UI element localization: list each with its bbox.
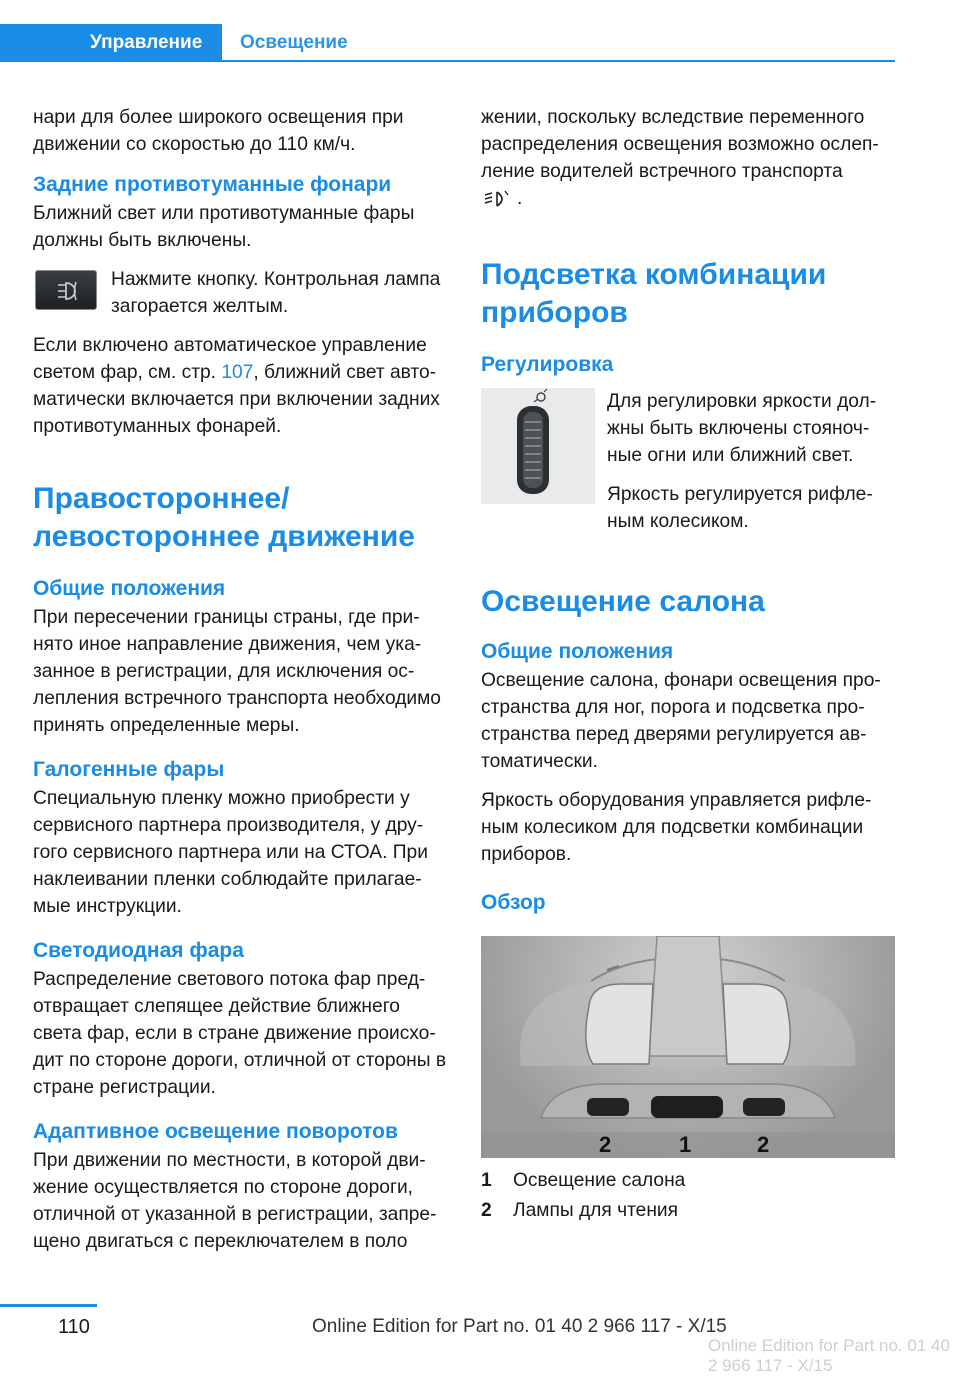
watermark-text: Online Edition for Part no. 01 40 2 966 117 - X/15 — [708, 1336, 950, 1375]
image-label: 2 — [757, 1132, 770, 1157]
page-link[interactable]: 107 — [221, 362, 254, 383]
interior-light-panel-image — [481, 936, 895, 1158]
paragraph: Для регулировки яркости должны быть включены стояночные огни или ближний свет. — [607, 391, 877, 466]
heading-traffic-side — [33, 480, 448, 556]
paragraph: Яркость регулируется рифленым колесиком. — [607, 484, 873, 532]
text-span: Если включено автоматическое управление светом фар, см. стр. — [33, 335, 427, 383]
fog-button-row — [33, 266, 448, 320]
heading-overview: Обзор — [481, 891, 546, 914]
left-column — [33, 104, 448, 1255]
paragraph — [481, 104, 895, 212]
text-span: . — [517, 188, 523, 209]
heading-line: левостороннее движение — [33, 520, 415, 553]
edition-text: Online Edition for Part no. 01 40 2 966 117 - X/15 — [312, 1316, 727, 1337]
header-divider — [222, 60, 895, 62]
legend-item — [481, 1196, 895, 1226]
paragraph: Освещение салона, фонари освещения пространства для ног, порога и подсветка пространства перед дверями регулируется автоматически. — [481, 670, 881, 772]
footer-divider — [0, 1304, 97, 1307]
heading-adjust: Регулировка — [481, 353, 614, 376]
adjust-text — [607, 388, 895, 535]
header-tabbar — [0, 24, 895, 62]
paragraph: Яркость оборудования управляется рифленым колесиком для подсветки комбинации приборов. — [481, 790, 872, 865]
paragraph: Нажмите кнопку. Контрольная лампа загорается желтым. — [111, 269, 441, 317]
text-span: , ближний свет автоматически включается при включении задних противотуманных фонарей. — [33, 362, 440, 437]
heading-instrument-lighting — [481, 256, 895, 332]
heading-interior: Освещение салона — [481, 585, 765, 618]
paragraph: нари для более широкого освещения при движении со скоростью до 110 км/ч. — [33, 107, 404, 155]
heading-adaptive: Адаптивное освещение поворотов — [33, 1120, 398, 1143]
tab-lighting[interactable]: Освещение — [240, 32, 348, 53]
legend-item — [481, 1166, 895, 1196]
heading-general: Общие положения — [481, 640, 674, 663]
right-column — [481, 104, 895, 1226]
heading-line: Правостороннее/ — [33, 482, 290, 515]
paragraph: Специальную пленку можно приобрести у сервисного партнера производителя, у другого сервисного партнера или на СТОА. При наклеивании пленки соблюдайте прилагаемые инструкции. — [33, 788, 428, 917]
heading-line: Подсветка комбинации — [481, 258, 827, 291]
legend-number: 2 — [481, 1200, 492, 1221]
text-span: жении, поскольку вследствие переменного распределения освещения возможно ослепление водителей встречного транспорта — [481, 107, 879, 182]
paragraph-auto-light — [33, 332, 448, 440]
legend-number: 1 — [481, 1170, 492, 1191]
legend-text: Лампы для чтения — [513, 1200, 679, 1221]
heading-general: Общие положения — [33, 577, 226, 600]
legend-text: Освещение салона — [513, 1170, 686, 1191]
heading-halogen: Галогенные фары — [33, 758, 225, 781]
thumbwheel-image — [481, 388, 595, 504]
paragraph: Ближний свет или противотуманные фары должны быть включены. — [33, 203, 415, 251]
page-number: 110 — [58, 1316, 90, 1338]
heading-rear-fog: Задние противотуманные фонари — [33, 173, 392, 196]
heading-led: Светодиодная фара — [33, 939, 244, 962]
heading-line: приборов — [481, 296, 628, 329]
paragraph: Распределение светового потока фар предотвращает слепящее действие ближнего света фар, если в стране движение происходит по стороне дороги, отличной от стороны в стране регистрации. — [33, 969, 447, 1098]
paragraph: При пересечении границы страны, где принято иное направление движения, чем указанное в регистрации, для исключения ослепления встречного транспорта необходимо принять определенные меры. — [33, 607, 441, 736]
adjust-row — [481, 388, 895, 535]
rear-fog-button-icon — [35, 270, 97, 310]
image-label: 1 — [679, 1132, 692, 1157]
low-beam-icon — [483, 189, 511, 209]
legend-list — [481, 1166, 895, 1226]
paragraph: При движении по местности, в которой движение осуществляется по стороне дороги, отличной от указанной в регистрации, запрещено двигаться с переключателем в поло — [33, 1150, 437, 1252]
tab-control[interactable]: Управление — [0, 24, 222, 62]
image-label: 2 — [599, 1132, 612, 1157]
